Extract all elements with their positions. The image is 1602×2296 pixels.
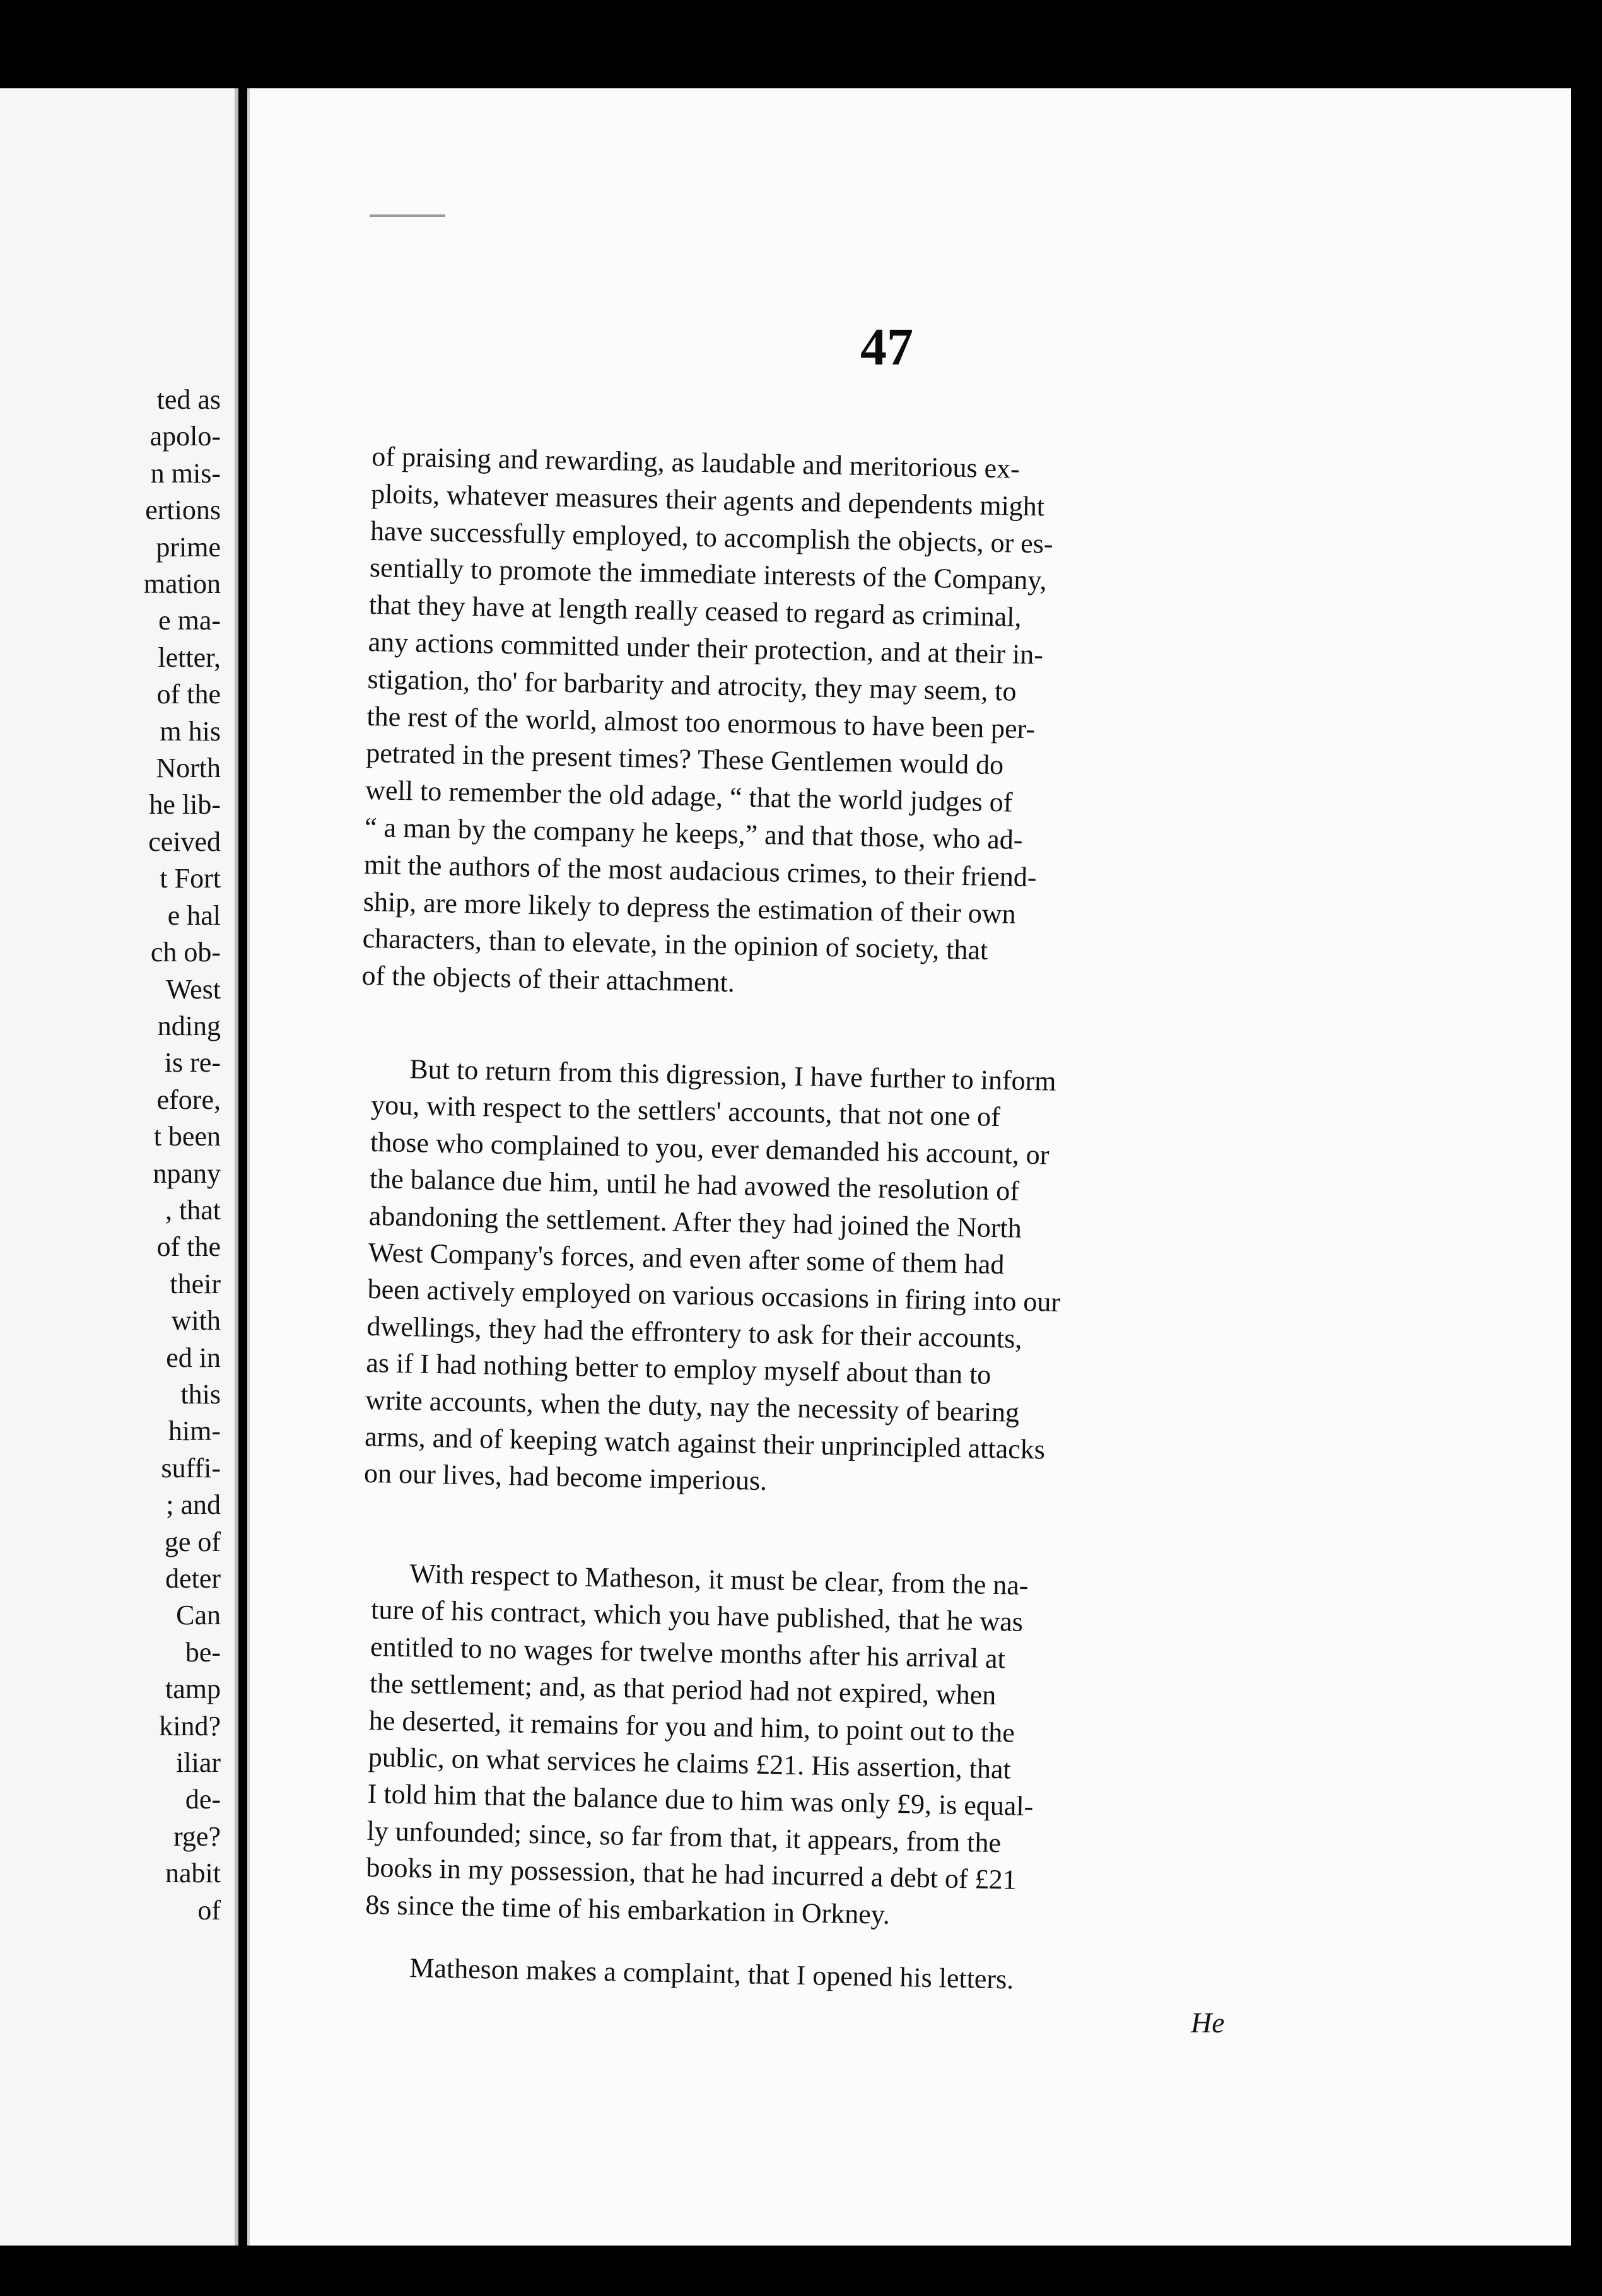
text-line: books in my possession, that he had incurred a debt of £21 xyxy=(366,1852,1017,1895)
text-line: sentially to promote the immediate interests of the Company, xyxy=(369,552,1048,596)
facing-page-fragment: npany xyxy=(153,1157,221,1189)
facing-page-fragment: their xyxy=(170,1268,221,1299)
facing-page-fragment: prime xyxy=(156,531,221,563)
facing-page-fragment: e hal xyxy=(167,899,221,931)
facing-page-fragment: with xyxy=(171,1305,221,1337)
paragraph-1 xyxy=(361,438,1520,1017)
text-line: ture of his contract, which you have published, that he was xyxy=(370,1594,1024,1638)
facing-page-fragment: is re- xyxy=(164,1047,221,1079)
facing-page-fragment: he lib- xyxy=(149,789,221,821)
text-line: entitled to no wages for twelve months after his arrival at xyxy=(370,1631,1006,1675)
text-line: abandoning the settlement. After they had joined the North xyxy=(368,1200,1022,1244)
facing-page-fragment: t Fort xyxy=(160,863,221,894)
facing-page-fragment: North xyxy=(156,753,221,784)
paragraph-2 xyxy=(364,1050,1520,1514)
facing-page-fragment: of xyxy=(197,1894,221,1926)
facing-page-fragment: letter, xyxy=(158,641,221,673)
text-line: public, on what services he claims £21. His assertion, that xyxy=(368,1741,1012,1785)
text-line: well to remember the old adage, “ that the world judges of xyxy=(365,775,1013,818)
text-line: stigation, tho' for barbarity and atrocity, they may seem, to xyxy=(367,663,1017,707)
text-line: Matheson makes a complaint, that I opened his letters. xyxy=(409,1952,1014,1995)
text-line: characters, than to elevate, in the opinion of society, that xyxy=(362,923,988,966)
text-line: dwellings, they had the effrontery to ask for their accounts, xyxy=(366,1310,1022,1354)
facing-page-fragment: n mis- xyxy=(150,457,221,489)
catchword: He xyxy=(1191,2006,1225,2039)
facing-page-fragment: nabit xyxy=(165,1858,221,1889)
text-line: those who complained to you, ever demanded his account, or xyxy=(370,1126,1049,1171)
facing-page-fragment: mation xyxy=(143,568,221,600)
paragraph-4 xyxy=(371,1949,1520,2008)
facing-page-fragment: ed in xyxy=(166,1342,221,1373)
text-line: the settlement; and, as that period had not expired, when xyxy=(369,1668,997,1711)
facing-page-fragment: nding xyxy=(157,1010,221,1041)
text-line: ship, are more likely to depress the estimation of their own xyxy=(363,886,1017,930)
text-line: ploits, whatever measures their agents and dependents might xyxy=(370,477,1045,522)
text-line: With respect to Matheson, it must be clear, from the na- xyxy=(409,1558,1029,1601)
text-line: of praising and rewarding, as laudable and meritorious ex- xyxy=(371,440,1020,484)
text-line: But to return from this digression, I have further to inform xyxy=(409,1053,1056,1097)
book-page xyxy=(247,88,1571,2246)
facing-page-fragment: ge of xyxy=(164,1526,221,1557)
facing-page-fragment: , that xyxy=(165,1194,221,1226)
text-line: the balance due him, until he had avowed the resolution of xyxy=(369,1163,1020,1207)
facing-page-fragment: ted as xyxy=(156,384,221,415)
text-line: “ a man by the company he keeps,” and that those, who ad- xyxy=(364,811,1023,855)
facing-page-fragment: kind? xyxy=(159,1710,221,1742)
facing-page-fragment: t been xyxy=(153,1121,221,1152)
facing-page-fragment: of the xyxy=(156,679,221,710)
facing-page-fragment: ceived xyxy=(148,826,221,857)
text-line: 8s since the time of his embarkation in Orkney. xyxy=(365,1889,891,1930)
facing-page-fragment: m his xyxy=(160,715,221,747)
facing-page-fragment: Can xyxy=(176,1600,221,1631)
text-line: as if I had nothing better to employ myself about than to xyxy=(366,1347,991,1391)
text-line: I told him that the balance due to him was only £9, is equal- xyxy=(367,1778,1034,1822)
text-line: on our lives, had become imperious. xyxy=(363,1458,768,1497)
facing-page-fragment: ; and xyxy=(166,1489,221,1521)
facing-page-fragment: rge? xyxy=(173,1820,221,1852)
text-line: West Company's forces, and even after some of them had xyxy=(368,1236,1005,1280)
facing-page-fragment: of the xyxy=(156,1231,221,1263)
facing-page-fragment: apolo- xyxy=(149,421,221,452)
text-line: have successfully employed, to accomplish the objects, or es- xyxy=(370,515,1054,559)
facing-page-fragment: e ma- xyxy=(158,605,221,636)
text-line: petrated in the present times? These Gentlemen would do xyxy=(365,737,1004,781)
text-line: write accounts, when the duty, nay the necessity of bearing xyxy=(365,1384,1020,1428)
facing-page-fragment: deter xyxy=(165,1563,221,1594)
text-line: of the objects of their attachment. xyxy=(361,960,735,999)
facing-page-text xyxy=(144,382,221,1929)
facing-page xyxy=(0,88,238,2246)
text-line: he deserted, it remains for you and him, to point out to the xyxy=(368,1704,1015,1748)
text-line: that they have at length really ceased to regard as criminal, xyxy=(368,589,1022,633)
text-line: been actively employed on various occasions in firing into our xyxy=(367,1274,1061,1318)
text-line: you, with respect to the settlers' accounts, that not one of xyxy=(370,1089,1001,1133)
facing-page-fragment: West xyxy=(166,973,221,1005)
facing-page-fragment: be- xyxy=(185,1636,221,1668)
text-line: any actions committed under their protection, and at their in- xyxy=(368,626,1044,671)
text-line: arms, and of keeping watch against their unprincipled attacks xyxy=(364,1420,1046,1465)
text-line: mit the authors of the most audacious crimes, to their friend- xyxy=(363,848,1038,893)
facing-page-fragment: suffi- xyxy=(161,1452,221,1484)
facing-page-fragment: this xyxy=(180,1378,221,1410)
text-line: the rest of the world, almost too enormous to have been per- xyxy=(366,700,1036,744)
facing-page-fragment: de- xyxy=(185,1784,221,1815)
facing-page-fragment: tamp xyxy=(165,1673,221,1705)
facing-page-fragment: iliar xyxy=(176,1747,221,1779)
paragraph-3 xyxy=(365,1555,1520,1945)
facing-page-fragment: efore, xyxy=(156,1084,221,1115)
facing-page-fragment: ch ob- xyxy=(150,937,221,968)
page-number: 47 xyxy=(860,318,913,377)
facing-page-fragment: ertions xyxy=(145,495,221,526)
scan-mark xyxy=(370,214,445,217)
text-line: ly unfounded; since, so far from that, it appears, from the xyxy=(366,1815,1002,1859)
facing-page-fragment: him- xyxy=(168,1415,221,1447)
